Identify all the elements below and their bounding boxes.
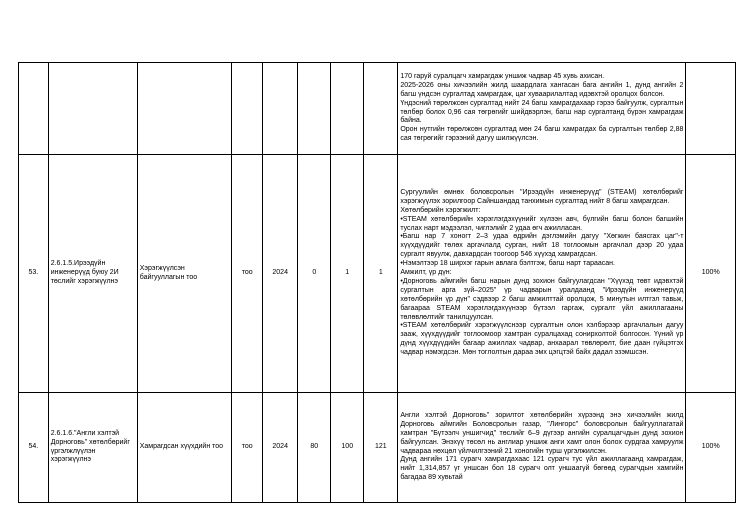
indicator-cell: 2.6.1.6."Англи хэлтэй Дорноговь" хөтөлбөрийг үргэлжлүүлэн хэрэгжүүлнэ [48,393,137,503]
report-table [18,62,736,503]
description-paragraph: •STEAM хөтөлбөрийг хэрэгжүүлснээр сургалтын олон хэлбэрээр аргачлалын дагуу зааж, хүүхдүүдийг тоглоомоор хамтран суралцахад сонирхолтой болгосон. Үүний үр дүнд хүүхдүүдийн багаар ажиллах чадвар, анхаарал төвлөрөлт, бие даан гүйцэтгэх чадвар нэмэгдсэн. Мөн тоглолтын дараа эмх цэгцтэй байх дадал эзэмшсэн. [400,322,684,357]
percent-cell [686,63,736,155]
description-paragraph: Амжилт, үр дүн: [400,269,452,277]
description-paragraph: Үндэсний төрөлжсөн сургалтад нийт 24 багш хамрагдахаар гэрээ байгуулж, сургалтын төлбөр болох 0,96 сая төгрөгийг шийдвэрлэн, багш нар сургалтанд бүрэн хамрагдаж байна. [400,99,684,125]
description-paragraph: Англи хэлтэй Дорноговь" зорилтот хөтөлбөрийн хүрээнд энэ хичээлийн жилд Дорноговь аймгийн Боловсролын газар, "Лингорс" боловсролын байгууллагатай хамтран "Бүтээлч уншигчид" төслийг 6–9 дүгээр ангийн суралцагчдын дунд зохион байгуулсан. Энэхүү төсөл нь англиар уншиж анги хамт олон болох сурдгаа хамруулж чадвараа нөхцөл үйлчилгээний 21 хоногийн турш үргэлжилсэн. [400,411,684,455]
table-row [19,63,736,155]
row-number: 54. [19,393,49,503]
unit-cell [232,63,263,155]
description-paragraph: •Дорноговь аймгийн багш нарын дунд зохион байгуулагдсан "Хүүхэд төвт идэвхтэй сургалтын арга зүй–2025" үр чадварын уралдаанд "Ирээдүйн инженерүүд хөтөлбөрийн үр дүн" сэдвээр 2 багш амжилттай оролцож, 5 минутын илтгэл тавьж, багаараа STEAM хэрэглэгдэхүүнээр бүтээл гаргаж, сургалт үйл ажиллагааны төлөвлөлтийг танилцуулсан. [400,277,684,321]
description-paragraph: Дунд ангийн 171 сурагч хамрагдахаас 121 сурагч тус үйл ажиллагаанд хамрагдаж, нийт 1,314,857 үг уншсан бол 18 сурагч олт уншаагүй бөгөөд сурагчдын хамгийн багадаа 89 хувьтай [400,456,684,482]
year-cell: 2024 [263,393,298,503]
description-paragraph: Орон нутгийн төрөлжсөн сургалтад мөн 24 багш хамрагдах ба сургалтын төлбөр 2,88 сая төгрөгийг гэрээний дагуу шилжүүлсэн. [400,126,684,143]
description-paragraph: •Багш нар 7 хоногт 2–3 удаа өдрийн дэглэмийн дагуу "Хөгжин баясгах цаг"-т хүүхдүүдийг төлөх аргачлалд сурган, нийт 18 тоглоомын аргачлал дээр 20 удаа сургалт явуулж, давхардсан тоогоор 546 хүүхэд хамрагдсан. [400,233,684,259]
unit-cell: тоо [232,155,263,393]
table-row [19,155,736,393]
actual-cell: 121 [364,393,398,503]
target-cell: 1 [331,155,364,393]
measure-cell: Хамрагдсан хүүхдийн тоо [137,393,232,503]
percent-cell: 100% [686,155,736,393]
row-number: 53. [19,155,49,393]
year-cell: 2024 [263,155,298,393]
baseline-cell: 0 [298,155,331,393]
unit-cell: тоо [232,393,263,503]
target-cell: 100 [331,393,364,503]
percent-cell: 100% [686,393,736,503]
indicator-cell: 2.6.1.5.Ирээдүйн инженерүүд буюу 2И төслийг хэрэгжүүлнэ [48,155,137,393]
description-paragraph: •Нэмэлтээр 18 ширхэг гарын авлага бэлтгэж, багш нарт тараасан. [400,260,615,268]
description-paragraph: 2025-2026 оны хичээлийн жилд шаардлага хангасан бага ангийн 1, дунд ангийн 2 багш үндсэн сургалтад хамрагдаж, цаг хуваарилалтад идэвхтэй оролцох болсон. [400,81,684,98]
baseline-cell [298,63,331,155]
description-paragraph: Сургуулийн өмнөх боловсролын "Ирээдүйн инженерүүд" (STEAM) хөтөлбөрийг хэрэгжүүлэх зорилгоор Сайншандад танхимын сургалтад нийт 8 багш хамрагдсан. [400,188,684,205]
row-number [19,63,49,155]
table-row [19,393,736,503]
description-cell [398,393,686,503]
actual-cell: 1 [364,155,398,393]
actual-cell [364,63,398,155]
description-cell [398,63,686,155]
description-paragraph: 170 гаруй суралцагч хамрагдаж уншиж чадвар 45 хувь ахисан. [400,72,605,80]
baseline-cell: 80 [298,393,331,503]
year-cell [263,63,298,155]
description-paragraph: •STEAM хөтөлбөрийн хэрэглэгдэхүүнийг хүлээн авч, бүлгийн багш болон багшийн туслах нарт мэдээлэл, чиглэлийг 2 удаа өгч ажилласан. [400,215,684,232]
description-paragraph: Хөтөлбөрийн хэрэгжилт: [400,206,481,214]
description-cell [398,155,686,393]
measure-cell [137,63,232,155]
target-cell [331,63,364,155]
measure-cell: Хэрэгжүүлсэн байгууллагын тоо [137,155,232,393]
indicator-cell [48,63,137,155]
